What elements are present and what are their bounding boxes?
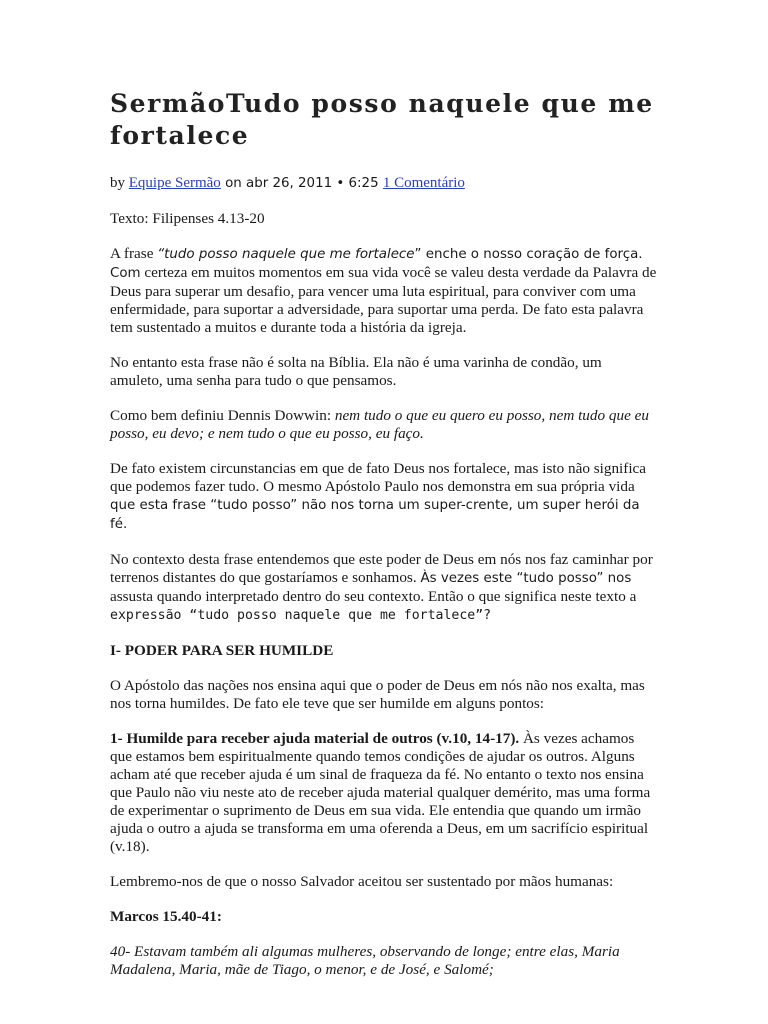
quote-intro: Como bem definiu Dennis Dowwin: [110, 407, 335, 424]
author-link[interactable]: Equipe Sermão [128, 175, 221, 191]
intro-text-c: certeza em muitos momentos em sua vida você se valeu desta verdade da Palavra de Deus para superar um desafio, para vencer uma luta espiritual, para conviver com uma enfermidade, para suportar a adversidade, para suportar uma perda. De fato esta palavra tem sustentado a muitos e durante toda a história da igreja. [110, 264, 657, 336]
scripture-reference: Texto: Filipenses 4.13-20 [110, 210, 265, 227]
circumstances-text-b: que esta frase “tudo posso” não nos torna um super-crente, um super herói da fé. [110, 498, 640, 532]
circumstances-text-a: De fato existem circunstancias em que de fato Deus nos fortalece, mas isto não significa que podemos fazer tudo. O mesmo Apóstolo Paulo nos demonstra em sua própria vida [110, 460, 647, 495]
point-1-heading: 1- Humilde para receber ajuda material de outros (v.10, 14-17). [110, 730, 520, 747]
paragraph-bible-context: No entanto esta frase não é solta na Bíblia. Ela não é uma varinha de condão, um amuleto, uma senha para tudo o que pensamos. [110, 354, 602, 389]
section-heading [110, 642, 658, 660]
intro-text-a: A frase [110, 245, 158, 262]
comments-link[interactable]: 1 Comentário [382, 175, 465, 191]
paragraph-savior: Lembremo-nos de que o nosso Salvador aceitou ser sustentado por mãos humanas: [110, 873, 614, 890]
scripture-verse [110, 943, 658, 979]
intro-text-b: ” enche o nosso coração de força. Com [110, 247, 643, 281]
intro-quote: “tudo posso naquele que me fortalece [157, 247, 415, 262]
post-byline [110, 174, 658, 193]
context-text-d: expressão “tudo posso naquele que me fortalece”? [110, 608, 492, 623]
post-title: SermãoTudo posso naquele que me fortalece [110, 89, 654, 150]
byline-by: by [110, 175, 129, 191]
paragraph-circumstances [110, 460, 658, 534]
verse-40: 40- Estavam também ali algumas mulheres, observando de longe; entre elas, Maria Madalena, Maria, mãe de Tiago, o menor, e de José, e Salomé; [110, 943, 620, 978]
paragraph-context [110, 551, 658, 625]
paragraph-quote [110, 407, 658, 443]
scripture-heading [110, 908, 658, 926]
context-text-a: No contexto desta frase entendemos que este poder de Deus em nós nos faz caminhar por terrenos distantes do que gostaríamos e sonhamos. [110, 551, 653, 586]
heading-poder-humilde: I- PODER PARA SER HUMILDE [110, 642, 334, 659]
context-text-b: Às vezes este “tudo posso” nos [420, 571, 632, 586]
paragraph-intro [110, 245, 658, 337]
paragraph-apostle: O Apóstolo das nações nos ensina aqui que o poder de Deus em nós não nos exalta, mas nos torna humildes. De fato ele teve que ser humilde em alguns pontos: [110, 677, 645, 712]
context-text-c: assusta quando interpretado dentro do seu contexto. Então o que significa neste texto a [110, 588, 637, 605]
point-1-text: Às vezes achamos que estamos bem espiritualmente quando temos condições de ajudar os outros. Alguns acham até que receber ajuda é um sinal de fraqueza da fé. No entanto o texto nos ensina que Paulo não viu neste ato de receber ajuda material qualquer demérito, mas uma forma de experimentar o suprimento de Deus em sua vida. Ele entendia que quando um irmão ajuda o outro a ajuda se transforma em uma oferenda a Deus, em um sacrifício espiritual (v.18). [110, 730, 651, 855]
paragraph-point-1 [110, 730, 658, 856]
dowwin-quote: nem tudo o que eu quero eu posso, nem tudo que eu posso, eu devo; e nem tudo o que eu posso, eu faço. [110, 407, 649, 442]
marcos-reference: Marcos 15.40-41: [110, 908, 222, 925]
byline-date: on abr 26, 2011 • 6:25 [220, 176, 383, 191]
